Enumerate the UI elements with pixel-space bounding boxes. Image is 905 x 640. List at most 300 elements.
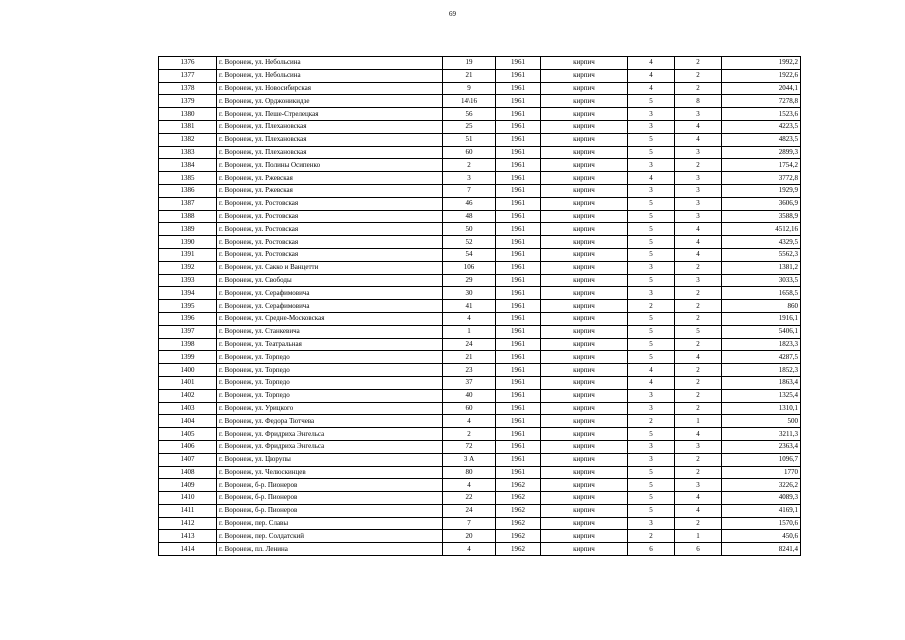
wall-material-cell: кирпич	[541, 300, 628, 313]
total-area-cell: 7278,8	[722, 95, 801, 108]
address-cell: г. Воронеж, ул. Ржевская	[217, 172, 443, 185]
house-number-cell: 7	[443, 184, 496, 197]
year-built-cell: 1961	[496, 108, 541, 121]
table-row	[159, 389, 801, 402]
total-area-cell: 4089,3	[722, 492, 801, 505]
entrances-cell: 3	[675, 146, 722, 159]
address-cell: г. Воронеж, б-р. Пионеров	[217, 492, 443, 505]
wall-material-cell: кирпич	[541, 287, 628, 300]
address-cell: г. Воронеж, б-р. Пионеров	[217, 504, 443, 517]
address-cell: г. Воронеж, ул. Свободы	[217, 274, 443, 287]
year-built-cell: 1961	[496, 146, 541, 159]
house-number-cell: 24	[443, 338, 496, 351]
total-area-cell: 1852,3	[722, 364, 801, 377]
entrances-cell: 2	[675, 57, 722, 70]
row-number-cell: 1381	[159, 120, 217, 133]
wall-material-cell: кирпич	[541, 57, 628, 70]
address-cell: г. Воронеж, ул. Фридриха Энгельса	[217, 440, 443, 453]
year-built-cell: 1961	[496, 287, 541, 300]
table-row	[159, 69, 801, 82]
year-built-cell: 1961	[496, 82, 541, 95]
wall-material-cell: кирпич	[541, 120, 628, 133]
entrances-cell: 2	[675, 82, 722, 95]
total-area-cell: 1658,5	[722, 287, 801, 300]
row-number-cell: 1387	[159, 197, 217, 210]
total-area-cell: 4169,1	[722, 504, 801, 517]
floors-cell: 5	[628, 428, 675, 441]
total-area-cell: 4329,5	[722, 236, 801, 249]
row-number-cell: 1399	[159, 351, 217, 364]
address-cell: г. Воронеж, ул. Торпедо	[217, 351, 443, 364]
house-number-cell: 2	[443, 428, 496, 441]
entrances-cell: 4	[675, 492, 722, 505]
wall-material-cell: кирпич	[541, 274, 628, 287]
table-row	[159, 428, 801, 441]
floors-cell: 3	[628, 184, 675, 197]
house-number-cell: 60	[443, 146, 496, 159]
table-row	[159, 492, 801, 505]
entrances-cell: 2	[675, 261, 722, 274]
total-area-cell: 2044,1	[722, 82, 801, 95]
house-number-cell: 21	[443, 351, 496, 364]
floors-cell: 5	[628, 466, 675, 479]
wall-material-cell: кирпич	[541, 146, 628, 159]
table-row	[159, 440, 801, 453]
row-number-cell: 1401	[159, 376, 217, 389]
address-cell: г. Воронеж, ул. Пеше-Стрелецкая	[217, 108, 443, 121]
floors-cell: 3	[628, 453, 675, 466]
total-area-cell: 8241,4	[722, 543, 801, 556]
table-row	[159, 95, 801, 108]
year-built-cell: 1961	[496, 236, 541, 249]
house-number-cell: 25	[443, 120, 496, 133]
building-registry-table	[158, 56, 801, 556]
address-cell: г. Воронеж, ул. Фридриха Энгельса	[217, 428, 443, 441]
row-number-cell: 1391	[159, 248, 217, 261]
floors-cell: 4	[628, 172, 675, 185]
entrances-cell: 3	[675, 210, 722, 223]
floors-cell: 3	[628, 261, 675, 274]
table-row	[159, 517, 801, 530]
row-number-cell: 1378	[159, 82, 217, 95]
year-built-cell: 1961	[496, 466, 541, 479]
floors-cell: 4	[628, 364, 675, 377]
address-cell: г. Воронеж, ул. Серафимовича	[217, 287, 443, 300]
row-number-cell: 1406	[159, 440, 217, 453]
address-cell: г. Воронеж, ул. Небольсина	[217, 69, 443, 82]
year-built-cell: 1961	[496, 197, 541, 210]
address-cell: г. Воронеж, ул. Торпедо	[217, 364, 443, 377]
house-number-cell: 4	[443, 543, 496, 556]
year-built-cell: 1961	[496, 325, 541, 338]
row-number-cell: 1410	[159, 492, 217, 505]
house-number-cell: 106	[443, 261, 496, 274]
house-number-cell: 54	[443, 248, 496, 261]
house-number-cell: 46	[443, 197, 496, 210]
year-built-cell: 1961	[496, 120, 541, 133]
address-cell: г. Воронеж, ул. Ростовская	[217, 236, 443, 249]
wall-material-cell: кирпич	[541, 312, 628, 325]
row-number-cell: 1384	[159, 159, 217, 172]
wall-material-cell: кирпич	[541, 223, 628, 236]
floors-cell: 3	[628, 517, 675, 530]
total-area-cell: 4223,5	[722, 120, 801, 133]
total-area-cell: 5562,3	[722, 248, 801, 261]
total-area-cell: 4287,5	[722, 351, 801, 364]
row-number-cell: 1388	[159, 210, 217, 223]
house-number-cell: 52	[443, 236, 496, 249]
address-cell: г. Воронеж, ул. Федора Тютчева	[217, 415, 443, 428]
row-number-cell: 1400	[159, 364, 217, 377]
entrances-cell: 1	[675, 530, 722, 543]
house-number-cell: 72	[443, 440, 496, 453]
entrances-cell: 2	[675, 402, 722, 415]
floors-cell: 5	[628, 338, 675, 351]
wall-material-cell: кирпич	[541, 261, 628, 274]
entrances-cell: 2	[675, 159, 722, 172]
year-built-cell: 1961	[496, 428, 541, 441]
table-body	[159, 57, 801, 556]
year-built-cell: 1961	[496, 133, 541, 146]
year-built-cell: 1961	[496, 402, 541, 415]
table-row	[159, 236, 801, 249]
table-row	[159, 312, 801, 325]
total-area-cell: 3606,9	[722, 197, 801, 210]
wall-material-cell: кирпич	[541, 248, 628, 261]
year-built-cell: 1961	[496, 351, 541, 364]
row-number-cell: 1386	[159, 184, 217, 197]
address-cell: г. Воронеж, пер. Славы	[217, 517, 443, 530]
entrances-cell: 2	[675, 517, 722, 530]
wall-material-cell: кирпич	[541, 133, 628, 146]
year-built-cell: 1961	[496, 159, 541, 172]
address-cell: г. Воронеж, ул. Орджоникидзе	[217, 95, 443, 108]
row-number-cell: 1414	[159, 543, 217, 556]
total-area-cell: 1929,9	[722, 184, 801, 197]
address-cell: г. Воронеж, ул. Полины Осипенко	[217, 159, 443, 172]
wall-material-cell: кирпич	[541, 197, 628, 210]
wall-material-cell: кирпич	[541, 351, 628, 364]
wall-material-cell: кирпич	[541, 210, 628, 223]
row-number-cell: 1383	[159, 146, 217, 159]
address-cell: г. Воронеж, ул. Ростовская	[217, 210, 443, 223]
floors-cell: 6	[628, 543, 675, 556]
house-number-cell: 3	[443, 172, 496, 185]
row-number-cell: 1408	[159, 466, 217, 479]
row-number-cell: 1402	[159, 389, 217, 402]
year-built-cell: 1961	[496, 95, 541, 108]
table-row	[159, 274, 801, 287]
wall-material-cell: кирпич	[541, 172, 628, 185]
entrances-cell: 2	[675, 312, 722, 325]
floors-cell: 4	[628, 376, 675, 389]
house-number-cell: 19	[443, 57, 496, 70]
year-built-cell: 1961	[496, 210, 541, 223]
house-number-cell: 20	[443, 530, 496, 543]
total-area-cell: 1863,4	[722, 376, 801, 389]
house-number-cell: 3 А	[443, 453, 496, 466]
wall-material-cell: кирпич	[541, 504, 628, 517]
table-row	[159, 146, 801, 159]
total-area-cell: 3772,8	[722, 172, 801, 185]
floors-cell: 5	[628, 492, 675, 505]
row-number-cell: 1390	[159, 236, 217, 249]
house-number-cell: 4	[443, 415, 496, 428]
row-number-cell: 1379	[159, 95, 217, 108]
address-cell: г. Воронеж, ул. Плехановская	[217, 120, 443, 133]
year-built-cell: 1961	[496, 69, 541, 82]
total-area-cell: 1770	[722, 466, 801, 479]
table-row	[159, 364, 801, 377]
table-row	[159, 108, 801, 121]
house-number-cell: 1	[443, 325, 496, 338]
row-number-cell: 1396	[159, 312, 217, 325]
row-number-cell: 1376	[159, 57, 217, 70]
entrances-cell: 2	[675, 364, 722, 377]
entrances-cell: 1	[675, 415, 722, 428]
year-built-cell: 1961	[496, 415, 541, 428]
table-row	[159, 415, 801, 428]
total-area-cell: 3033,5	[722, 274, 801, 287]
table-row	[159, 210, 801, 223]
house-number-cell: 29	[443, 274, 496, 287]
house-number-cell: 2	[443, 159, 496, 172]
wall-material-cell: кирпич	[541, 466, 628, 479]
entrances-cell: 4	[675, 248, 722, 261]
address-cell: г. Воронеж, ул. Ростовская	[217, 197, 443, 210]
year-built-cell: 1962	[496, 504, 541, 517]
table-row	[159, 338, 801, 351]
floors-cell: 2	[628, 300, 675, 313]
floors-cell: 3	[628, 108, 675, 121]
table-row	[159, 159, 801, 172]
wall-material-cell: кирпич	[541, 415, 628, 428]
entrances-cell: 3	[675, 440, 722, 453]
row-number-cell: 1398	[159, 338, 217, 351]
house-number-cell: 24	[443, 504, 496, 517]
address-cell: г. Воронеж, ул. Ржевская	[217, 184, 443, 197]
row-number-cell: 1412	[159, 517, 217, 530]
entrances-cell: 2	[675, 389, 722, 402]
year-built-cell: 1961	[496, 261, 541, 274]
floors-cell: 3	[628, 402, 675, 415]
floors-cell: 3	[628, 159, 675, 172]
year-built-cell: 1961	[496, 300, 541, 313]
table-row	[159, 530, 801, 543]
entrances-cell: 2	[675, 300, 722, 313]
floors-cell: 2	[628, 530, 675, 543]
table-row	[159, 351, 801, 364]
table-row	[159, 287, 801, 300]
address-cell: г. Воронеж, пер. Солдатский	[217, 530, 443, 543]
house-number-cell: 40	[443, 389, 496, 402]
total-area-cell: 1570,6	[722, 517, 801, 530]
total-area-cell: 1754,2	[722, 159, 801, 172]
wall-material-cell: кирпич	[541, 428, 628, 441]
row-number-cell: 1404	[159, 415, 217, 428]
entrances-cell: 3	[675, 108, 722, 121]
entrances-cell: 3	[675, 274, 722, 287]
address-cell: г. Воронеж, ул. Средне-Московская	[217, 312, 443, 325]
row-number-cell: 1411	[159, 504, 217, 517]
wall-material-cell: кирпич	[541, 184, 628, 197]
entrances-cell: 2	[675, 466, 722, 479]
floors-cell: 5	[628, 351, 675, 364]
total-area-cell: 1916,1	[722, 312, 801, 325]
total-area-cell: 3211,3	[722, 428, 801, 441]
house-number-cell: 23	[443, 364, 496, 377]
table-row	[159, 261, 801, 274]
entrances-cell: 3	[675, 197, 722, 210]
table-row	[159, 376, 801, 389]
house-number-cell: 21	[443, 69, 496, 82]
table-row	[159, 300, 801, 313]
entrances-cell: 4	[675, 133, 722, 146]
table-row	[159, 466, 801, 479]
year-built-cell: 1961	[496, 338, 541, 351]
entrances-cell: 4	[675, 504, 722, 517]
year-built-cell: 1961	[496, 440, 541, 453]
address-cell: г. Воронеж, ул. Торпедо	[217, 389, 443, 402]
floors-cell: 5	[628, 210, 675, 223]
table-row	[159, 504, 801, 517]
year-built-cell: 1962	[496, 517, 541, 530]
total-area-cell: 1823,3	[722, 338, 801, 351]
floors-cell: 2	[628, 415, 675, 428]
entrances-cell: 2	[675, 338, 722, 351]
entrances-cell: 4	[675, 428, 722, 441]
address-cell: г. Воронеж, ул. Плехановская	[217, 146, 443, 159]
table-row	[159, 184, 801, 197]
total-area-cell: 1992,2	[722, 57, 801, 70]
house-number-cell: 41	[443, 300, 496, 313]
year-built-cell: 1962	[496, 543, 541, 556]
table-row	[159, 223, 801, 236]
address-cell: г. Воронеж, ул. Челюскинцев	[217, 466, 443, 479]
wall-material-cell: кирпич	[541, 364, 628, 377]
house-number-cell: 14\16	[443, 95, 496, 108]
row-number-cell: 1382	[159, 133, 217, 146]
year-built-cell: 1961	[496, 223, 541, 236]
entrances-cell: 2	[675, 287, 722, 300]
floors-cell: 5	[628, 133, 675, 146]
total-area-cell: 500	[722, 415, 801, 428]
floors-cell: 5	[628, 274, 675, 287]
wall-material-cell: кирпич	[541, 69, 628, 82]
year-built-cell: 1961	[496, 389, 541, 402]
house-number-cell: 22	[443, 492, 496, 505]
table-row	[159, 172, 801, 185]
address-cell: г. Воронеж, ул. Торпедо	[217, 376, 443, 389]
address-cell: г. Воронеж, ул. Станкевича	[217, 325, 443, 338]
floors-cell: 3	[628, 440, 675, 453]
house-number-cell: 30	[443, 287, 496, 300]
row-number-cell: 1389	[159, 223, 217, 236]
floors-cell: 5	[628, 479, 675, 492]
total-area-cell: 1523,6	[722, 108, 801, 121]
address-cell: г. Воронеж, б-р. Пионеров	[217, 479, 443, 492]
row-number-cell: 1413	[159, 530, 217, 543]
row-number-cell: 1407	[159, 453, 217, 466]
entrances-cell: 4	[675, 236, 722, 249]
house-number-cell: 48	[443, 210, 496, 223]
house-number-cell: 60	[443, 402, 496, 415]
table-row	[159, 248, 801, 261]
floors-cell: 5	[628, 197, 675, 210]
address-cell: г. Воронеж, ул. Ростовская	[217, 248, 443, 261]
row-number-cell: 1403	[159, 402, 217, 415]
entrances-cell: 5	[675, 325, 722, 338]
table-row	[159, 453, 801, 466]
address-cell: г. Воронеж, ул. Ростовская	[217, 223, 443, 236]
entrances-cell: 2	[675, 69, 722, 82]
entrances-cell: 4	[675, 223, 722, 236]
floors-cell: 5	[628, 95, 675, 108]
floors-cell: 4	[628, 69, 675, 82]
year-built-cell: 1961	[496, 274, 541, 287]
house-number-cell: 4	[443, 479, 496, 492]
total-area-cell: 1096,7	[722, 453, 801, 466]
table-row	[159, 543, 801, 556]
house-number-cell: 56	[443, 108, 496, 121]
row-number-cell: 1394	[159, 287, 217, 300]
wall-material-cell: кирпич	[541, 440, 628, 453]
address-cell: г. Воронеж, ул. Цюрупы	[217, 453, 443, 466]
table-row	[159, 133, 801, 146]
row-number-cell: 1392	[159, 261, 217, 274]
floors-cell: 5	[628, 146, 675, 159]
address-cell: г. Воронеж, ул. Урицкого	[217, 402, 443, 415]
floors-cell: 4	[628, 82, 675, 95]
wall-material-cell: кирпич	[541, 376, 628, 389]
table-row	[159, 402, 801, 415]
year-built-cell: 1962	[496, 479, 541, 492]
row-number-cell: 1385	[159, 172, 217, 185]
floors-cell: 5	[628, 504, 675, 517]
total-area-cell: 3226,2	[722, 479, 801, 492]
year-built-cell: 1961	[496, 376, 541, 389]
address-cell: г. Воронеж, ул. Театральная	[217, 338, 443, 351]
house-number-cell: 7	[443, 517, 496, 530]
floors-cell: 5	[628, 248, 675, 261]
year-built-cell: 1961	[496, 248, 541, 261]
total-area-cell: 1325,4	[722, 389, 801, 402]
house-number-cell: 51	[443, 133, 496, 146]
row-number-cell: 1380	[159, 108, 217, 121]
floors-cell: 3	[628, 287, 675, 300]
wall-material-cell: кирпич	[541, 453, 628, 466]
year-built-cell: 1962	[496, 530, 541, 543]
year-built-cell: 1961	[496, 312, 541, 325]
floors-cell: 5	[628, 236, 675, 249]
address-cell: г. Воронеж, ул. Новосибирская	[217, 82, 443, 95]
wall-material-cell: кирпич	[541, 389, 628, 402]
wall-material-cell: кирпич	[541, 517, 628, 530]
table-row	[159, 120, 801, 133]
house-number-cell: 4	[443, 312, 496, 325]
entrances-cell: 4	[675, 120, 722, 133]
table-row	[159, 82, 801, 95]
house-number-cell: 50	[443, 223, 496, 236]
wall-material-cell: кирпич	[541, 159, 628, 172]
floors-cell: 3	[628, 120, 675, 133]
year-built-cell: 1961	[496, 57, 541, 70]
table-row	[159, 325, 801, 338]
wall-material-cell: кирпич	[541, 479, 628, 492]
year-built-cell: 1961	[496, 364, 541, 377]
wall-material-cell: кирпич	[541, 530, 628, 543]
table-row	[159, 197, 801, 210]
